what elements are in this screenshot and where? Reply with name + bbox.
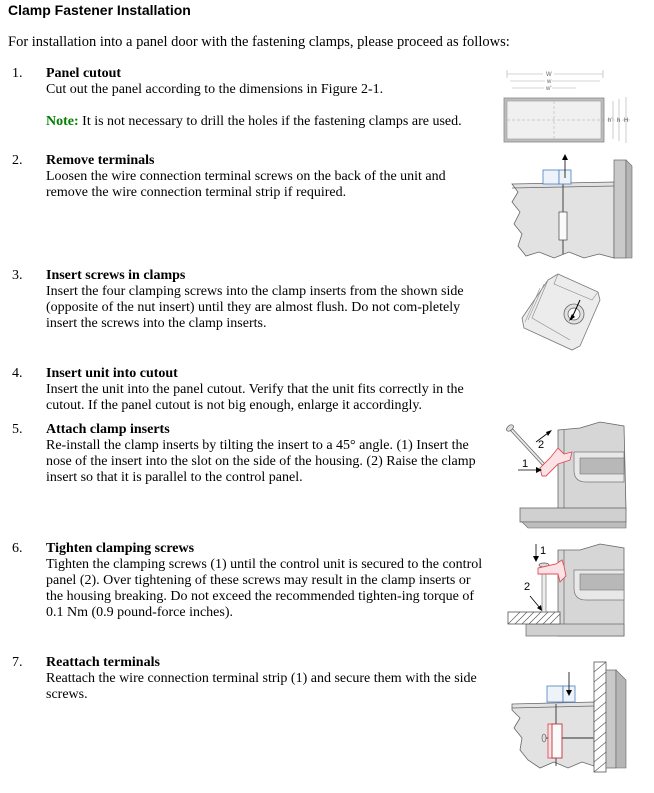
step-number: 2. <box>12 153 23 168</box>
step-number: 1. <box>12 66 23 81</box>
step-text: Re-install the clamp inserts by tilting the insert to a 45° angle. (1) Insert the nose of the insert into the slot on the side of the housing. (2) Raise the clamp insert so that it is parallel to the control panel. <box>46 438 476 485</box>
attach-clamp-figure <box>500 418 650 534</box>
step-heading: Reattach terminals <box>46 655 160 670</box>
clamp-insert-figure <box>520 270 610 355</box>
dim-label-w: w <box>547 79 552 85</box>
step-text: Insert the unit into the panel cutout. Verify that the unit fits correctly in the cutout. If the panel cutout is not big enough, enlarge it accordingly. <box>46 382 464 413</box>
dim-label-h-prime: h' <box>608 118 613 124</box>
note-text: It is not necessary to drill the holes if the fastening clamps are used. <box>78 114 462 129</box>
step-heading: Insert unit into cutout <box>46 366 178 381</box>
step-heading: Attach clamp inserts <box>46 422 170 437</box>
step-heading: Tighten clamping screws <box>46 541 195 556</box>
reattach-terminals-figure <box>504 654 634 774</box>
callout-1: 1 <box>540 545 547 557</box>
callout-2: 2 <box>538 439 545 451</box>
step-number: 5. <box>12 422 23 437</box>
dim-label-w-prime: w' <box>546 86 552 92</box>
step-number: 7. <box>12 655 23 670</box>
callout-2: 2 <box>524 581 531 593</box>
step-text: Reattach the wire connection terminal strip (1) and secure them with the side screws. <box>46 671 477 702</box>
step-note <box>46 114 486 130</box>
terminal-strip <box>547 686 563 702</box>
step-text: Insert the four clamping screws into the clamp inserts from the shown side (opposite of the nut insert) until they are almost flush. Do not com-pletely insert the screws into the clamp inserts. <box>46 284 464 331</box>
step-text: Tighten the clamping screws (1) until the control unit is secured to the control panel (2). Over tightening of these screws may result in the clamp inserts or the housing breaking. Do not exceed the recommended tighten-ing torque of 0.1 Nm (0.9 pound-force inches). <box>46 557 483 620</box>
step-number: 6. <box>12 541 23 556</box>
step-heading: Insert screws in clamps <box>46 268 186 283</box>
callout-1: 1 <box>522 458 529 470</box>
note-label: Note: <box>46 114 79 129</box>
intro-text: For installation into a panel door with the fastening clamps, please proceed as follows: <box>8 34 510 50</box>
page-title: Clamp Fastener Installation <box>8 2 191 18</box>
panel-cutout-figure <box>500 64 640 144</box>
step-number: 3. <box>12 268 23 283</box>
terminal-strip <box>543 170 559 184</box>
dim-label-W: W <box>546 72 552 78</box>
step-text: Cut out the panel according to the dimensions in Figure 2-1. <box>46 82 384 97</box>
step-number: 4. <box>12 366 23 381</box>
step-heading: Panel cutout <box>46 66 122 81</box>
tighten-screws-figure <box>500 540 650 638</box>
step-heading: Remove terminals <box>46 153 155 168</box>
dim-label-h: h <box>617 118 621 124</box>
dim-label-H: H <box>624 118 629 124</box>
step-text: Loosen the wire connection terminal screws on the back of the unit and remove the wire connection terminal strip if required. <box>46 169 446 200</box>
remove-terminals-figure <box>504 154 634 260</box>
